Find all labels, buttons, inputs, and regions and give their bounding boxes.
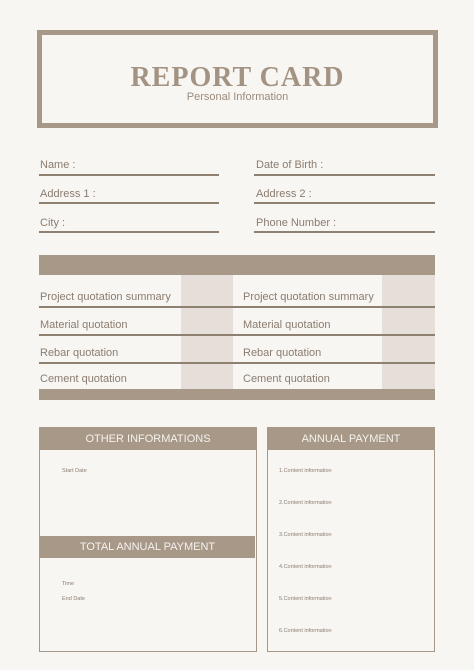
address2-line[interactable] bbox=[254, 202, 435, 204]
phone-label: Phone Number : bbox=[256, 217, 337, 229]
address1-line[interactable] bbox=[39, 202, 219, 204]
other-informations-heading: OTHER INFORMATIONS bbox=[40, 428, 256, 450]
table-row-divider bbox=[39, 334, 435, 336]
address2-label: Address 2 : bbox=[256, 188, 312, 200]
page-subtitle: Personal Information bbox=[186, 91, 289, 103]
annual-payment-item: 3.Content information bbox=[279, 532, 332, 538]
annual-payment-panel bbox=[267, 427, 435, 652]
table-row-left-2: Material quotation bbox=[40, 319, 128, 331]
end-date-label: End Date bbox=[62, 596, 85, 602]
annual-payment-item: 1.Content information bbox=[279, 468, 332, 474]
title-frame bbox=[37, 30, 438, 128]
table-row-divider bbox=[39, 362, 435, 364]
time-label: Time bbox=[62, 581, 75, 587]
annual-payment-heading: ANNUAL PAYMENT bbox=[268, 428, 434, 450]
annual-payment-item: 2.Content information bbox=[279, 500, 332, 506]
page-title: REPORT CARD bbox=[130, 62, 345, 93]
address1-label: Address 1 : bbox=[40, 188, 96, 200]
table-left-value-column[interactable] bbox=[181, 275, 233, 389]
table-row-divider bbox=[39, 306, 435, 308]
annual-payment-item: 6.Content information bbox=[279, 628, 332, 634]
phone-line[interactable] bbox=[254, 231, 435, 233]
city-label: City : bbox=[40, 217, 66, 229]
annual-payment-item: 5.Content information bbox=[279, 596, 332, 602]
name-label: Name : bbox=[40, 159, 76, 171]
start-date-label: Start Date bbox=[62, 468, 87, 474]
table-row-left-4: Cement quotation bbox=[40, 373, 127, 385]
name-line[interactable] bbox=[39, 174, 219, 176]
table-row-right-1: Project quotation summary bbox=[243, 291, 374, 303]
table-row-right-4: Cement quotation bbox=[243, 373, 330, 385]
table-row-left-1: Project quotation summary bbox=[40, 291, 171, 303]
table-right-value-column[interactable] bbox=[382, 275, 435, 389]
other-informations-panel bbox=[39, 427, 257, 652]
table-row-right-2: Material quotation bbox=[243, 319, 331, 331]
annual-payment-item: 4.Content information bbox=[279, 564, 332, 570]
date-of-birth-line[interactable] bbox=[254, 174, 435, 176]
table-bottom-bar bbox=[39, 389, 435, 400]
city-line[interactable] bbox=[39, 231, 219, 233]
table-top-bar bbox=[39, 255, 435, 275]
table-row-right-3: Rebar quotation bbox=[243, 347, 322, 359]
date-of-birth-label: Date of Birth : bbox=[256, 159, 324, 171]
table-row-left-3: Rebar quotation bbox=[40, 347, 119, 359]
total-annual-payment-heading: TOTAL ANNUAL PAYMENT bbox=[40, 536, 255, 558]
